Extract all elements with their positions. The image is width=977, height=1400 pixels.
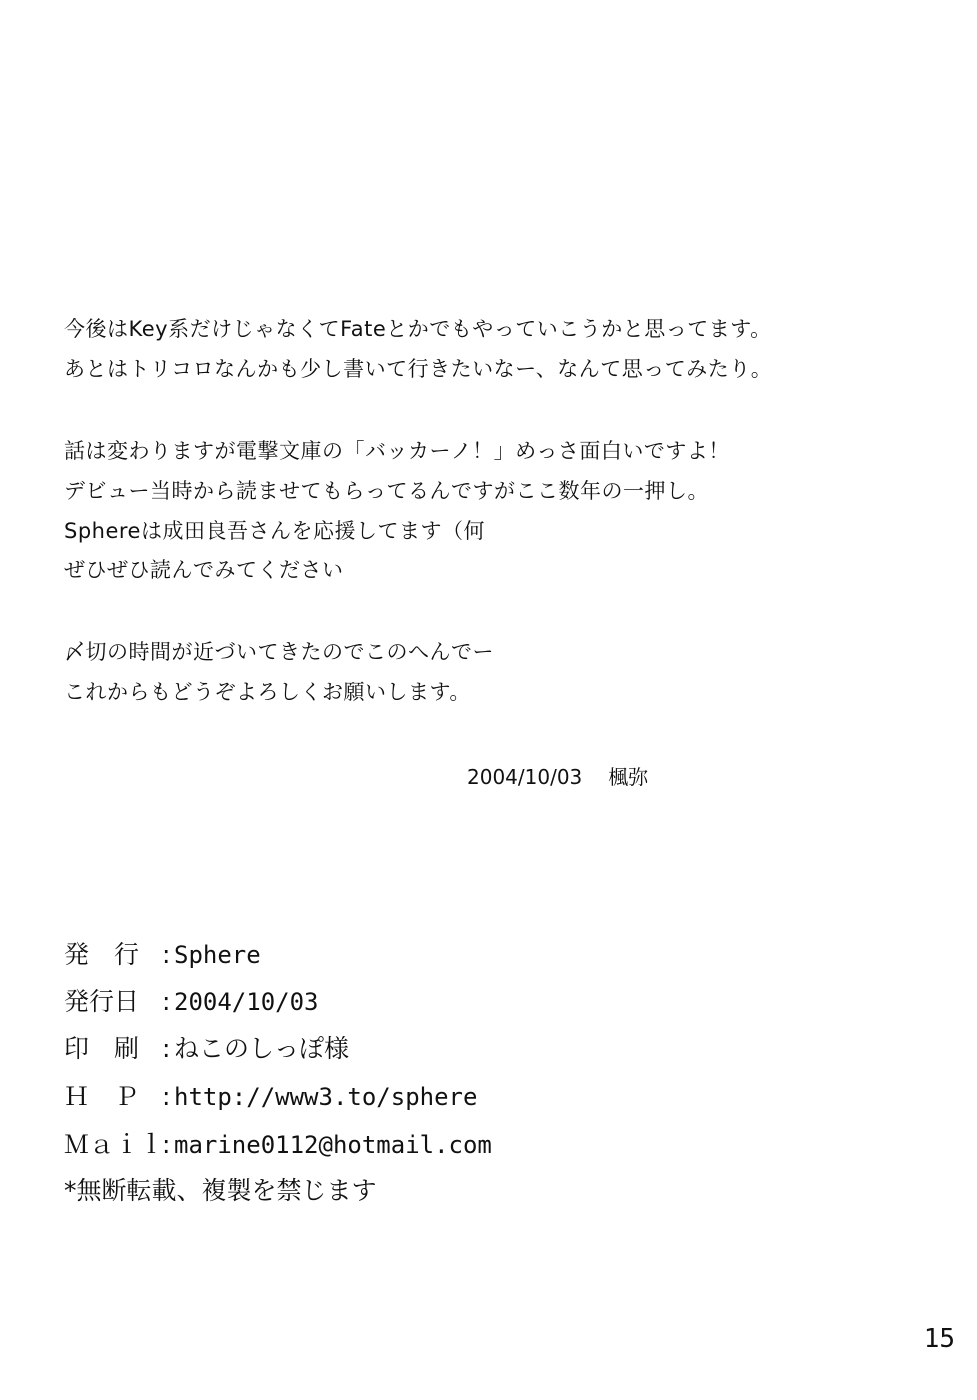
afterword-line: Sphereは成田良吾さんを応援してます（何 [64,519,485,543]
separator: : [162,987,171,1016]
afterword-line: デビュー当時から読ませてもらってるんですがここ数年の一押し。 [64,479,709,503]
colophon-date-row [64,985,319,1019]
copyright-notice: *無断転載、複製を禁じます [64,1176,377,1205]
separator: : [162,1034,171,1063]
separator: : [162,1082,171,1111]
afterword-line: ぜひぜひ読んでみてください [64,558,344,582]
separator: : [162,1130,171,1159]
colophon-publisher-row [64,938,261,972]
separator: : [162,940,171,969]
page-number: 15 [923,1324,955,1354]
homepage-url: http://www3.to/sphere [174,1083,478,1111]
date-label: 発行日 [64,987,140,1016]
publisher-value: Sphere [174,941,261,969]
hp-label: Ｈ Ｐ [64,1082,140,1111]
signature [467,763,648,791]
afterword-line: 話は変わりますが電撃文庫の「バッカーノ！」めっさ面白いですよ！ [64,439,730,463]
colophon-printer-row [64,1032,349,1066]
signature-date: 2004/10/03 [467,765,583,789]
printer-value: ねこのしっぽ様 [174,1034,350,1063]
colophon-hp-row [64,1080,477,1114]
printer-label: 印 刷 [64,1034,140,1063]
colophon-mail-row [64,1128,492,1162]
date-value: 2004/10/03 [174,988,319,1016]
afterword-line: あとはトリコロなんかも少し書いて行きたいなー、なんて思ってみたり。 [64,357,773,381]
publisher-label: 発 行 [64,940,140,969]
signature-name: 楓弥 [608,765,649,789]
afterword-line: これからもどうぞよろしくお願いします。 [64,680,471,704]
afterword-line: 〆切の時間が近づいてきたのでこのへんでー [64,640,494,664]
afterword-line: 今後はKey系だけじゃなくてFateとかでもやっていこうかと思ってます。 [64,317,772,341]
mail-label: Ｍａｉｌ [64,1130,165,1159]
mail-address: marine0112@hotmail.com [174,1131,492,1159]
